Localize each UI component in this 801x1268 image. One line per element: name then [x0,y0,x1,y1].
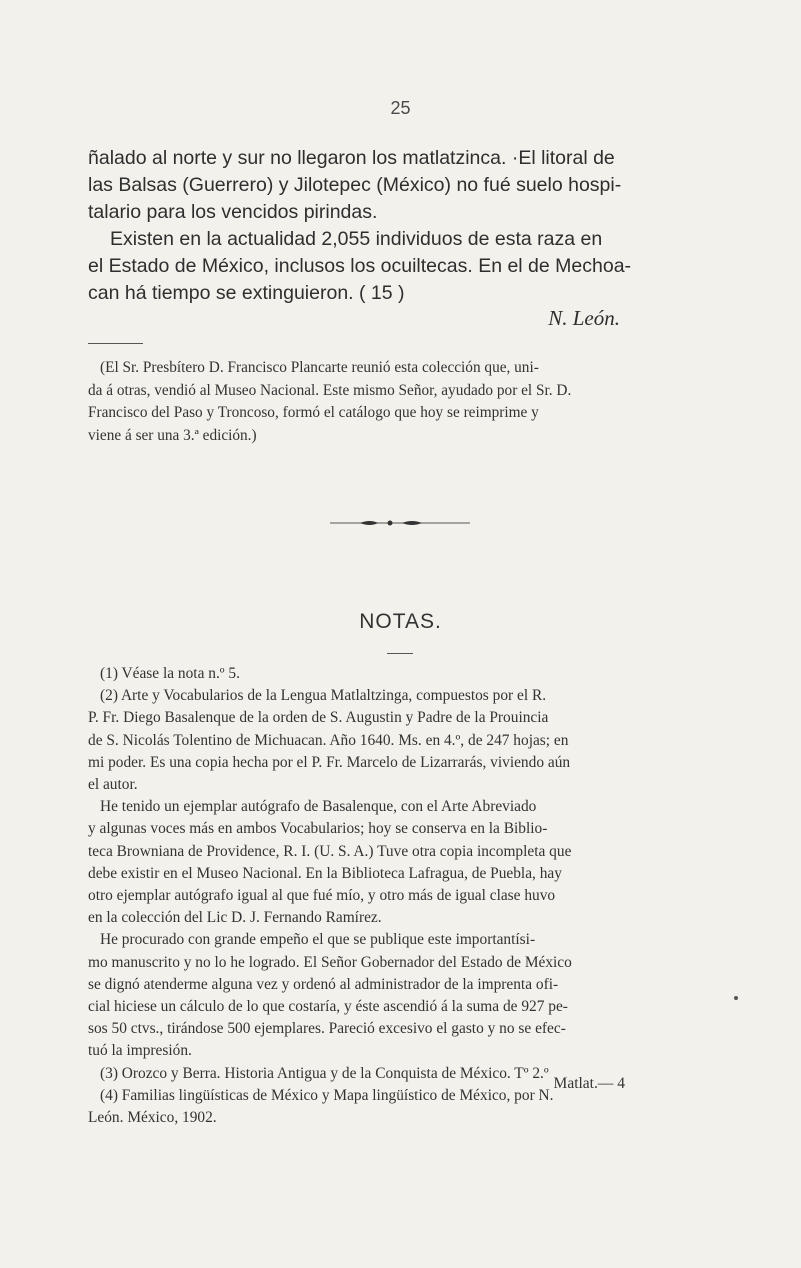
note-line: (4) Familias lingüísticas de México y Mapa lingüístico de México, por N. [100,1086,554,1104]
ornament-divider-icon [330,517,470,529]
note-line: He tenido un ejemplar autógrafo de Basalenque, con el Arte Abreviado [100,798,537,816]
note-line: León. México, 1902. [88,1109,217,1127]
note-line: P. Fr. Diego Basalenque de la orden de S. Augustin y Padre de la Prouincia [88,709,549,727]
editor-note [88,357,723,447]
paragraph-2 [88,226,723,307]
main-text [88,145,723,307]
text-line: ñalado al norte y sur no llegaron los matlatzinca. ·El litoral de [88,147,615,169]
note-line: He procurado con grande empeño el que se publique este importantísi- [100,931,536,949]
note-line: (3) Orozco y Berra. Historia Antigua y de la Conquista de México. Tº 2.º [100,1064,549,1082]
note-line: y algunas voces más en ambos Vocabularios; hoy se conserva en la Biblio- [88,820,548,838]
note-line: otro ejemplar autógrafo igual al que fué mío, y otro más de igual clase huvo [88,887,556,905]
note-line: de S. Nicolás Tolentino de Michuacan. Año 1640. Ms. en 4.º, de 247 hojas; en [88,731,569,749]
text-line: talario para los vencidos pirindas. [88,201,378,223]
divider-rule [387,653,413,654]
note-line: (2) Arte y Vocabularios de la Lengua Matlaltzinga, compuestos por el R. [100,687,547,705]
note-line: debe existir en el Museo Nacional. En la Biblioteca Lafragua, de Puebla, hay [88,864,562,882]
note-line: (1) Véase la nota n.º 5. [100,665,240,682]
note-line: tuó la impresión. [88,1042,192,1060]
text-line: viene á ser una 3.ª edición.) [88,426,257,444]
text-line: Existen en la actualidad 2,055 individuos de esta raza en [110,228,603,250]
text-line: las Balsas (Guerrero) y Jilotepec (México) no fué suelo hospi- [88,174,622,196]
paragraph-1 [88,145,723,226]
text-line: da á otras, vendió al Museo Nacional. Este mismo Señor, ayudado por el Sr. D. [88,381,572,399]
divider-rule [88,343,143,344]
text-line: can há tiempo se extinguieron. ( 15 ) [88,282,405,304]
author-signature: N. León. [548,306,620,330]
text-line: el Estado de México, inclusos los ocuiltecas. En el de Mechoa- [88,255,632,277]
note-line: cial hiciese un cálculo de lo que costaría, y éste ascendió á la suma de 927 pe- [88,998,568,1016]
note-line: el autor. [88,776,138,794]
notes-heading: NOTAS. [359,610,442,633]
notes-list [88,663,728,1129]
note-line: sos 50 ctvs., tirándose 500 ejemplares. Pareció excesivo el gasto y no se efec- [88,1020,566,1038]
note-line: teca Browniana de Providence, R. I. (U. S. A.) Tuve otra copia incompleta que [88,842,572,860]
text-line: Francisco del Paso y Troncoso, formó el catálogo que hoy se reimprime y [88,404,539,421]
note-line: mi poder. Es una copia hecha por el P. Fr. Marcelo de Lizarrarás, viviendo aún [88,753,571,771]
signature-mark: Matlat.— 4 [553,1075,625,1092]
note-line: mo manuscrito y no lo he logrado. El Señor Gobernador del Estado de México [88,953,572,971]
page-number: 25 [390,98,411,118]
text-line: (El Sr. Presbítero D. Francisco Plancarte reunió esta colección que, uni- [100,359,539,376]
print-speck [734,996,738,1000]
note-line: se dignó atenderme alguna vez y ordenó al administrador de la imprenta ofi- [88,975,559,993]
note-line: en la colección del Lic D. J. Fernando Ramírez. [88,909,382,927]
